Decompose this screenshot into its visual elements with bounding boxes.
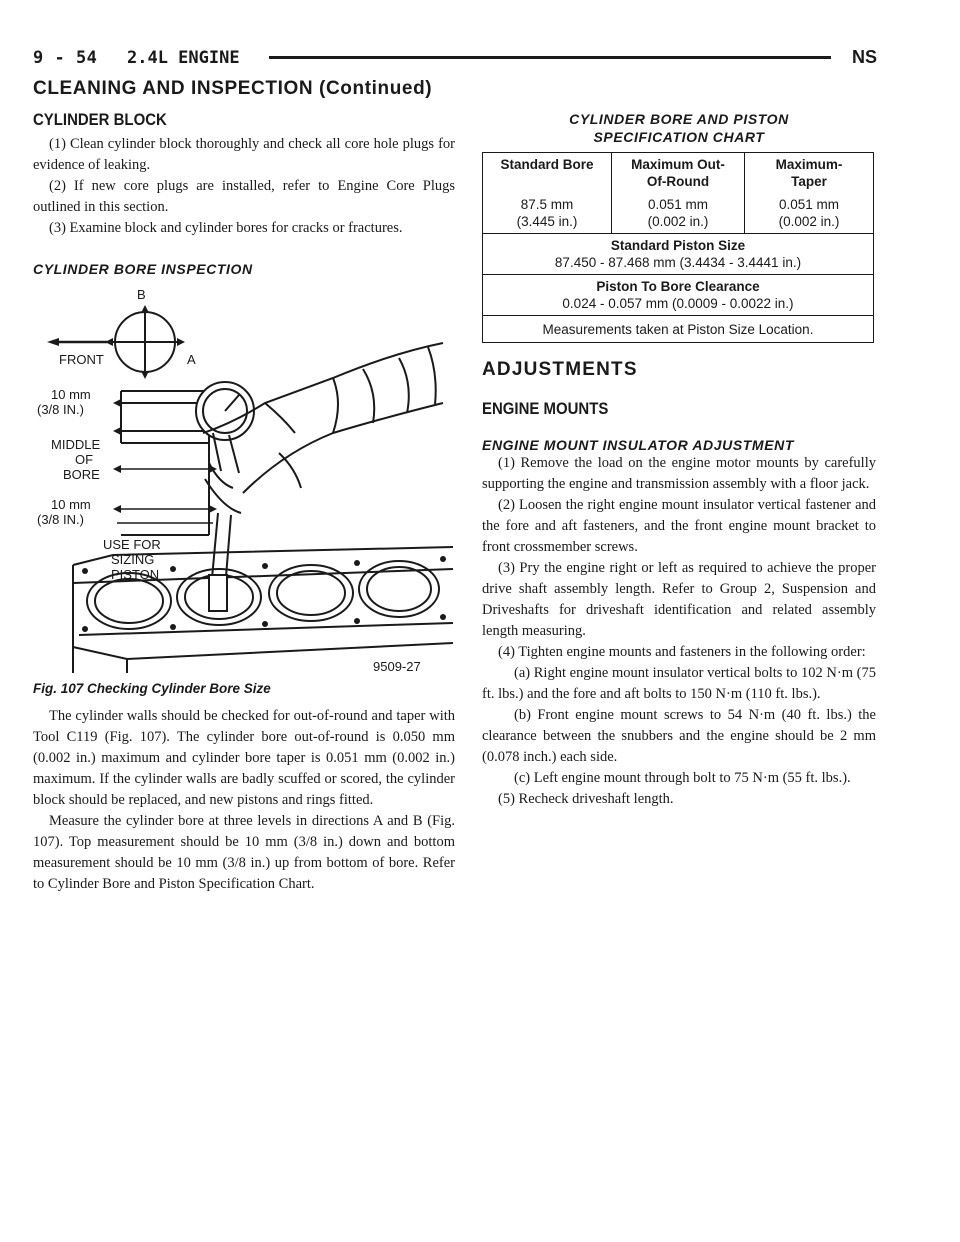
step: (3) Pry the engine right or left as required to achieve the proper drive shaft assembly length. Refer to Group 2, Suspension and Driveshafts for driveshaft identification and related assembly length measuring. — [482, 560, 876, 639]
col-header: Of-Round — [646, 174, 710, 189]
label-middle: MIDDLE — [51, 437, 101, 452]
label-38in-top: (3/8 IN.) — [37, 402, 84, 417]
header-title: 2.4L ENGINE — [127, 48, 240, 68]
front-arrow-icon — [47, 338, 59, 346]
label-b: B — [137, 287, 146, 302]
paragraph: Measure the cylinder bore at three levels in directions A and B (Fig. 107). Top measurement should be 10 mm (3/8 in.) down and bottom measurement should be 10 mm (3/8 in.) up from bottom of bore. Refer to Cylinder Bore and Piston Specification Chart. — [33, 813, 455, 892]
col-header: Standard Bore — [500, 157, 594, 172]
cell-value: (0.002 in.) — [647, 214, 709, 229]
page-header — [33, 46, 877, 72]
table-row — [483, 153, 874, 194]
substep: (c) Left engine mount through bolt to 75 N·m (55 ft. lbs.). — [514, 770, 851, 786]
clearance-label: Piston To Bore Clearance — [596, 279, 760, 294]
label-piston: PISTON — [111, 567, 160, 582]
right-column — [482, 110, 876, 810]
figure-caption: Fig. 107 Checking Cylinder Bore Size — [33, 681, 271, 696]
col-header: Maximum- — [775, 157, 843, 172]
engine-mounts-heading: ENGINE MOUNTS — [482, 399, 609, 418]
table-row — [483, 193, 874, 234]
insulator-adjustment-heading: ENGINE MOUNT INSULATOR ADJUSTMENT — [482, 437, 794, 453]
label-10mm-top: 10 mm — [51, 387, 91, 402]
table-row — [483, 234, 874, 275]
step: (4) Tighten engine mounts and fasteners in the following order: — [498, 644, 866, 660]
clearance-value: 0.024 - 0.057 mm (0.0009 - 0.0022 in.) — [562, 296, 794, 311]
paragraph: (3) Examine block and cylinder bores for cracks or fractures. — [49, 220, 403, 236]
label-of: OF — [75, 452, 94, 467]
left-column — [33, 110, 455, 895]
table-note: Measurements taken at Piston Size Location. — [542, 322, 814, 337]
continued-heading: CLEANING AND INSPECTION (Continued) — [33, 78, 433, 99]
spec-chart-title-1: CYLINDER BORE AND PISTON — [569, 111, 789, 127]
step: (2) Loosen the right engine mount insulator vertical fastener and the fore and aft fasteners, and the front engine mount bracket to front crossmember screws. — [482, 497, 876, 555]
paragraph: The cylinder walls should be checked for out-of-round and taper with Tool C119 (Fig. 107). The cylinder bore out-of-round is 0.050 mm (0.002 in.) maximum and cylinder bore taper is 0.051 mm (0.002 in.) maximum. If the cylinder walls are badly scuffed or scored, the cylinder block should be replaced, and new pistons and rings fitted. — [33, 708, 455, 808]
label-a: A — [187, 352, 196, 367]
col-header: Maximum Out- — [631, 157, 725, 172]
bore-gauge-illustration — [33, 283, 455, 677]
bore-gauge-figure — [33, 283, 455, 677]
step: (5) Recheck driveshaft length. — [498, 791, 674, 807]
table-row — [483, 316, 874, 343]
label-use-for: USE FOR — [103, 537, 161, 552]
label-10mm-bottom: 10 mm — [51, 497, 91, 512]
label-front: FRONT — [59, 352, 104, 367]
cell-value: 87.5 mm — [520, 197, 574, 212]
step: (1) Remove the load on the engine motor mounts by carefully supporting the engine and transmission assembly with a floor jack. — [482, 455, 876, 492]
piston-size-label: Standard Piston Size — [610, 238, 746, 253]
cell-value: 0.051 mm — [647, 197, 708, 212]
cylinder-block-heading: CYLINDER BLOCK — [33, 110, 167, 129]
label-38in-bottom: (3/8 IN.) — [37, 512, 84, 527]
label-sizing: SIZING — [111, 552, 155, 567]
paragraph: (2) If new core plugs are installed, refer to Engine Core Plugs outlined in this section. — [33, 178, 455, 215]
spec-chart-title-2: SPECIFICATION CHART — [593, 129, 765, 145]
bore-inspection-heading: CYLINDER BORE INSPECTION — [33, 261, 253, 277]
cell-value: 0.051 mm — [778, 197, 839, 212]
cell-value: (0.002 in.) — [778, 214, 840, 229]
header-rule — [269, 56, 831, 59]
paragraph: (1) Clean cylinder block thoroughly and check all core hole plugs for evidence of leaking. — [33, 136, 455, 173]
substep: (a) Right engine mount insulator vertical bolts to 102 N·m (75 ft. lbs.) and the fore and aft bolts to 150 N·m (110 ft. lbs.). — [482, 665, 876, 702]
figure-id: 9509-27 — [373, 659, 421, 674]
table-row — [483, 275, 874, 316]
col-header: Taper — [791, 174, 827, 189]
adjustments-heading: ADJUSTMENTS — [482, 359, 638, 380]
cell-value: (3.445 in.) — [516, 214, 578, 229]
piston-size-value: 87.450 - 87.468 mm (3.4434 - 3.4441 in.) — [554, 255, 802, 270]
model-code: NS — [851, 47, 877, 67]
substep: (b) Front engine mount screws to 54 N·m (40 ft. lbs.) the clearance between the snubbers and the engine should be 2 mm (0.078 inch.) each side. — [482, 707, 876, 765]
spec-table — [482, 152, 874, 343]
page-number: 9 - 54 — [33, 48, 98, 68]
label-bore: BORE — [63, 467, 100, 482]
